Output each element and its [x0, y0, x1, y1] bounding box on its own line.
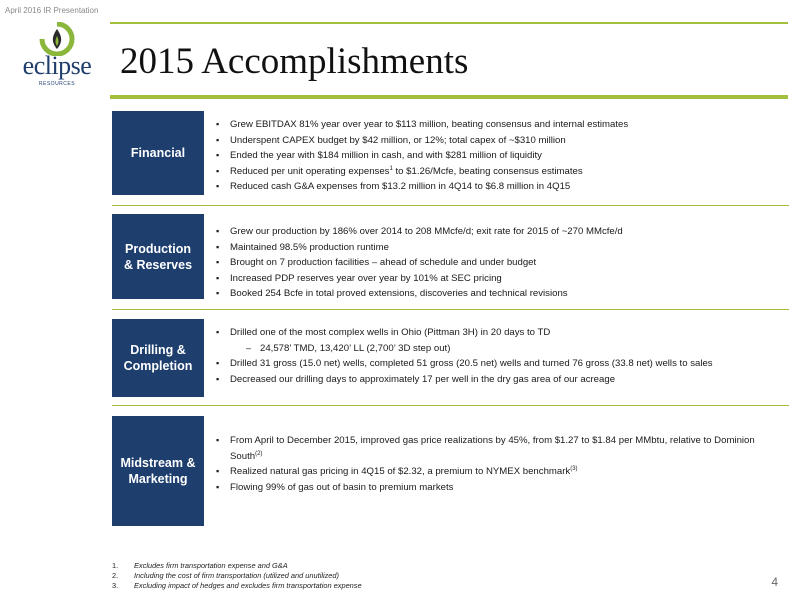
footnote-number: 2.	[112, 571, 119, 580]
footnote	[112, 571, 362, 581]
list-item: ▪ Maintained 98.5% production runtime	[216, 240, 776, 256]
presentation-tag: April 2016 IR Presentation	[5, 6, 99, 15]
list-item: ▪ Drilled one of the most complex wells in Ohio (Pittman 3H) in 20 days to TD	[216, 325, 776, 341]
list-item: ▪ Flowing 99% of gas out of basin to premium markets	[216, 480, 776, 496]
section-label-financial	[112, 111, 204, 195]
section-divider	[112, 405, 789, 406]
footnote-number: 3.	[112, 581, 119, 590]
section-label-line: Marketing	[128, 472, 188, 486]
logo-subtitle: RESOURCES	[38, 81, 76, 87]
logo-wordmark: eclipse	[22, 51, 92, 80]
section-label-drilling	[112, 319, 204, 397]
footnote-number: 1.	[112, 561, 119, 570]
list-item: ▪ Booked 254 Bcfe in total proved extensions, discoveries and technical revisions	[216, 286, 776, 302]
list-item-text: Realized natural gas pricing in 4Q15 of $2.32, a premium to NYMEX benchmark	[230, 466, 571, 477]
list-item	[216, 433, 776, 464]
list-item-text: From April to December 2015, improved gas price realizations by 45%, from $1.27 to $1.84 per MMbtu, relative to Dominion South	[230, 435, 755, 462]
footnote-text: Excluding impact of hedges and excludes firm transportation expense	[134, 581, 362, 590]
section-label-line: Midstream &	[120, 456, 196, 470]
section-label-production	[112, 214, 204, 299]
list-subitem: – 24,578’ TMD, 13,420’ LL (2,700’ 3D step out)	[216, 341, 776, 357]
page-number: 4	[771, 575, 778, 589]
list-item	[216, 164, 776, 180]
footnote-text: Excludes firm transportation expense and G&A	[134, 561, 288, 570]
list-item: ▪ Grew EBITDAX 81% year over year to $113 million, beating consensus and internal estimates	[216, 117, 776, 133]
production-list	[216, 224, 776, 302]
footnote-ref: 1	[389, 165, 393, 172]
footnote-ref: (3)	[570, 465, 578, 472]
company-logo	[14, 22, 100, 90]
footnote	[112, 581, 362, 591]
financial-list	[216, 117, 776, 195]
top-rule	[110, 22, 788, 24]
list-item: ▪ Ended the year with $184 million in cash, and with $281 million of liquidity	[216, 148, 776, 164]
list-item: ▪ Reduced cash G&A expenses from $13.2 million in 4Q14 to $6.8 million in 4Q15	[216, 179, 776, 195]
list-item-text: Reduced per unit operating expenses	[230, 165, 390, 177]
section-label-line: Production	[125, 241, 191, 256]
list-item-text: to $1.26/Mcfe, beating consensus estimates	[392, 165, 583, 177]
section-label-midstream	[112, 416, 204, 526]
footnote	[112, 561, 362, 571]
list-item: ▪ Drilled 31 gross (15.0 net) wells, completed 51 gross (20.5 net) wells and turned 76 gross (33.8 net) wells to sales	[216, 356, 776, 372]
footnote-ref: (2)	[255, 450, 263, 457]
list-item: ▪ Brought on 7 production facilities – ahead of schedule and under budget	[216, 255, 776, 271]
section-divider	[112, 205, 789, 206]
list-item: ▪ Decreased our drilling days to approximately 17 per well in the dry gas area of our acreage	[216, 372, 776, 388]
list-item: ▪ Increased PDP reserves year over year by 101% at SEC pricing	[216, 271, 776, 287]
section-label-line: Financial	[130, 146, 186, 160]
list-item: ▪ Underspent CAPEX budget by $42 million, or 12%; total capex of ~$310 million	[216, 133, 776, 149]
footnote-text: Including the cost of firm transportation (utilized and unutilized)	[134, 571, 339, 580]
drilling-list	[216, 325, 776, 387]
section-label-line: Completion	[123, 359, 193, 373]
page-title: 2015 Accomplishments	[120, 41, 469, 82]
section-divider	[112, 309, 789, 310]
title-rule	[110, 95, 788, 99]
midstream-list	[216, 433, 776, 495]
footnotes	[112, 561, 362, 591]
list-item	[216, 464, 776, 480]
section-label-line: & Reserves	[123, 257, 193, 272]
list-item: ▪ Grew our production by 186% over 2014 to 208 MMcfe/d; exit rate for 2015 of ~270 MMcfe/d	[216, 224, 776, 240]
section-label-line: Drilling &	[130, 343, 186, 357]
